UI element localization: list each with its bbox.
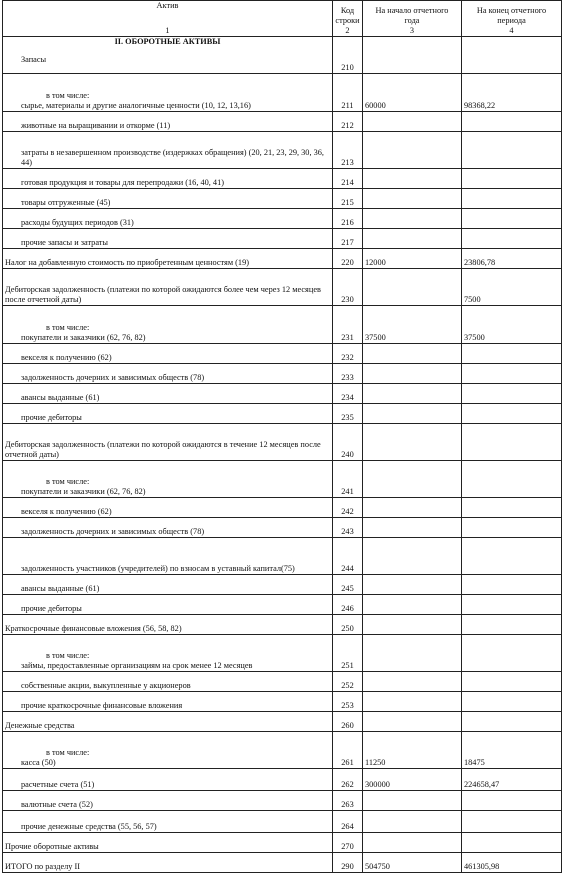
row-value-start — [363, 614, 462, 634]
row-value-start — [363, 574, 462, 594]
row-value-start — [363, 634, 462, 671]
table-row — [3, 363, 562, 383]
row-subheading: в том числе: — [46, 748, 90, 757]
row-value-end: 37500 — [462, 305, 562, 343]
table-row — [3, 790, 562, 810]
row-code: 214 — [333, 168, 363, 188]
row-name: авансы выданные (61) — [21, 392, 100, 402]
row-name: займы, предоставленные организациям на срок менее 12 месяцев — [21, 660, 253, 670]
table-row — [3, 423, 562, 460]
row-code: 244 — [333, 537, 363, 574]
row-name-cell — [3, 497, 333, 517]
header-start — [363, 1, 462, 37]
section-first-start — [363, 36, 462, 73]
row-value-end — [462, 403, 562, 423]
table-row — [3, 731, 562, 768]
row-code: 251 — [333, 634, 363, 671]
row-name-cell — [3, 343, 333, 363]
row-code: 253 — [333, 691, 363, 711]
header-start-num: 3 — [409, 25, 415, 35]
header-code-num: 2 — [345, 25, 350, 35]
section-title-row — [3, 36, 562, 73]
row-code: 230 — [333, 268, 363, 305]
header-asset-num: 1 — [165, 25, 170, 35]
row-name-cell — [3, 537, 333, 574]
table-row — [3, 73, 562, 111]
row-name: авансы выданные (61) — [21, 583, 100, 593]
row-name-cell — [3, 131, 333, 168]
row-name-cell — [3, 363, 333, 383]
header-code — [333, 1, 363, 37]
table-row — [3, 383, 562, 403]
table-row — [3, 614, 562, 634]
row-name-cell — [3, 517, 333, 537]
header-end-num: 4 — [509, 25, 514, 35]
table-row — [3, 403, 562, 423]
row-name: Денежные средства — [5, 720, 75, 730]
row-name: прочие запасы и затраты — [21, 237, 108, 247]
row-code: 217 — [333, 228, 363, 248]
table-row — [3, 711, 562, 731]
row-name: расчетные счета (51) — [21, 779, 95, 789]
row-value-start — [363, 497, 462, 517]
row-name-cell — [3, 832, 333, 852]
table-row — [3, 634, 562, 671]
row-value-end — [462, 711, 562, 731]
row-name-cell — [3, 810, 333, 832]
row-code: 213 — [333, 131, 363, 168]
row-value-end — [462, 208, 562, 228]
row-name: прочие краткосрочные финансовые вложения — [21, 700, 183, 710]
row-value-start — [363, 228, 462, 248]
row-value-end — [462, 228, 562, 248]
row-name-cell — [3, 852, 333, 872]
row-value-start — [363, 363, 462, 383]
row-subheading: в том числе: — [46, 323, 90, 332]
row-code: 250 — [333, 614, 363, 634]
row-value-start — [363, 343, 462, 363]
row-name: животные на выращивании и откорме (11) — [21, 120, 171, 130]
table-row — [3, 671, 562, 691]
row-value-start: 37500 — [363, 305, 462, 343]
row-code: 260 — [333, 711, 363, 731]
row-name-cell — [3, 691, 333, 711]
row-code: 263 — [333, 790, 363, 810]
row-value-end — [462, 691, 562, 711]
table-row — [3, 208, 562, 228]
row-name-cell — [3, 634, 333, 671]
row-code: 234 — [333, 383, 363, 403]
row-value-start — [363, 131, 462, 168]
row-value-end — [462, 497, 562, 517]
row-name-cell — [3, 711, 333, 731]
row-value-end — [462, 460, 562, 497]
row-value-end: 7500 — [462, 268, 562, 305]
row-code: 211 — [333, 73, 363, 111]
header-start-line1: На начало отчетного — [375, 6, 449, 16]
row-value-end — [462, 383, 562, 403]
row-value-end — [462, 810, 562, 832]
table-row — [3, 168, 562, 188]
table-row — [3, 305, 562, 343]
row-value-start: 11250 — [363, 731, 462, 768]
row-subheading: в том числе: — [46, 91, 90, 100]
row-value-end: 98368,22 — [462, 73, 562, 111]
row-value-end — [462, 594, 562, 614]
row-code: 262 — [333, 768, 363, 790]
header-end — [462, 1, 562, 37]
row-value-end: 461305,98 — [462, 852, 562, 872]
row-name-cell — [3, 111, 333, 131]
row-code: 290 — [333, 852, 363, 872]
row-value-start — [363, 403, 462, 423]
row-code: 235 — [333, 403, 363, 423]
row-value-start — [363, 208, 462, 228]
row-name-cell — [3, 768, 333, 790]
header-end-line1: На конец отчетного — [476, 6, 547, 16]
row-value-end — [462, 131, 562, 168]
row-name: прочие дебиторы — [21, 603, 82, 613]
row-value-end — [462, 423, 562, 460]
row-code: 220 — [333, 248, 363, 268]
row-name-cell — [3, 423, 333, 460]
row-code: 215 — [333, 188, 363, 208]
row-name: задолженность дочерних и зависимых обществ (78) — [21, 526, 205, 536]
row-value-start — [363, 268, 462, 305]
row-name: прочие дебиторы — [21, 412, 82, 422]
row-value-start — [363, 711, 462, 731]
row-name: расходы будущих периодов (31) — [21, 217, 134, 227]
row-name-cell — [3, 208, 333, 228]
row-code: 231 — [333, 305, 363, 343]
row-name: сырье, материалы и другие аналогичные ценности (10, 12, 13,16) — [21, 100, 251, 110]
table-row — [3, 517, 562, 537]
row-name: Прочие оборотные активы — [5, 841, 99, 851]
row-value-start — [363, 790, 462, 810]
row-subheading: в том числе: — [46, 651, 90, 660]
row-value-end — [462, 111, 562, 131]
row-name-cell — [3, 460, 333, 497]
header-asset — [3, 1, 333, 37]
row-value-start: 12000 — [363, 248, 462, 268]
row-name-cell — [3, 73, 333, 111]
row-value-start — [363, 423, 462, 460]
table-row — [3, 460, 562, 497]
row-name: Краткосрочные финансовые вложения (56, 58, 82) — [5, 623, 182, 633]
row-name-cell — [3, 383, 333, 403]
table-row — [3, 188, 562, 208]
row-value-end — [462, 790, 562, 810]
table-row — [3, 852, 562, 872]
row-name-cell — [3, 790, 333, 810]
row-name-cell — [3, 594, 333, 614]
row-name: собственные акции, выкупленные у акционеров — [21, 680, 191, 690]
table-row — [3, 343, 562, 363]
header-asset-label: Актив — [156, 1, 179, 10]
row-value-end — [462, 363, 562, 383]
row-value-start — [363, 537, 462, 574]
table-header-row — [3, 1, 562, 37]
row-name: затраты в незавершенном производстве (издержках обращения) (20, 21, 23, 29, 30, 36, 44) — [21, 148, 324, 167]
row-value-start — [363, 111, 462, 131]
row-code: 242 — [333, 497, 363, 517]
balance-sheet-table — [2, 0, 562, 873]
row-name: Дебиторская задолженность (платежи по которой ожидаются в течение 12 месяцев после отчетной даты) — [5, 440, 321, 459]
section-first-code: 210 — [333, 36, 363, 73]
table-row — [3, 574, 562, 594]
row-value-end — [462, 634, 562, 671]
row-code: 232 — [333, 343, 363, 363]
row-name-cell — [3, 671, 333, 691]
row-code: 240 — [333, 423, 363, 460]
table-row — [3, 768, 562, 790]
row-name-cell — [3, 574, 333, 594]
row-name: готовая продукция и товары для перепродажи (16, 40, 41) — [21, 177, 224, 187]
row-name-cell — [3, 228, 333, 248]
row-value-start — [363, 383, 462, 403]
row-value-end — [462, 168, 562, 188]
section-title-cell — [3, 36, 333, 73]
row-name-cell — [3, 403, 333, 423]
section-first-end — [462, 36, 562, 73]
table-row — [3, 111, 562, 131]
table-row — [3, 810, 562, 832]
row-value-end — [462, 574, 562, 594]
row-value-start — [363, 168, 462, 188]
table-row — [3, 131, 562, 168]
row-value-end: 18475 — [462, 731, 562, 768]
row-subheading: в том числе: — [46, 477, 90, 486]
row-name: задолженность участников (учредителей) по взносам в уставный капитал(75) — [21, 563, 295, 573]
row-value-start — [363, 691, 462, 711]
row-value-end: 23806,78 — [462, 248, 562, 268]
table-row — [3, 832, 562, 852]
row-value-end — [462, 537, 562, 574]
row-value-end — [462, 188, 562, 208]
row-name-cell — [3, 188, 333, 208]
row-value-start — [363, 832, 462, 852]
table-row — [3, 228, 562, 248]
table-row — [3, 537, 562, 574]
row-value-start — [363, 188, 462, 208]
row-code: 216 — [333, 208, 363, 228]
row-value-start — [363, 517, 462, 537]
row-code: 270 — [333, 832, 363, 852]
row-name: валютные счета (52) — [21, 799, 93, 809]
header-start-line2: года — [404, 16, 420, 25]
row-value-end — [462, 343, 562, 363]
row-value-start — [363, 810, 462, 832]
row-code: 245 — [333, 574, 363, 594]
row-code: 252 — [333, 671, 363, 691]
section-title: II. ОБОРОТНЫЕ АКТИВЫ — [114, 36, 221, 46]
row-name: ИТОГО по разделу II — [5, 861, 81, 871]
header-code-line1: Код — [340, 6, 355, 16]
section-first-label: Запасы — [21, 55, 47, 65]
row-value-end — [462, 671, 562, 691]
row-code: 233 — [333, 363, 363, 383]
row-code: 261 — [333, 731, 363, 768]
row-value-end — [462, 832, 562, 852]
header-code-line2: строки — [335, 16, 360, 25]
row-name: векселя к получению (62) — [21, 506, 112, 516]
row-name: покупатели и заказчики (62, 76, 82) — [21, 486, 146, 496]
row-code: 264 — [333, 810, 363, 832]
row-code: 212 — [333, 111, 363, 131]
row-code: 243 — [333, 517, 363, 537]
row-code: 241 — [333, 460, 363, 497]
row-name: Дебиторская задолженность (платежи по которой ожидаются более чем через 12 месяцев после отчетной даты) — [5, 285, 321, 304]
row-value-start: 60000 — [363, 73, 462, 111]
row-name-cell — [3, 268, 333, 305]
table-row — [3, 691, 562, 711]
row-value-end — [462, 614, 562, 634]
header-end-line2: периода — [497, 16, 526, 25]
row-value-start: 504750 — [363, 852, 462, 872]
table-row — [3, 268, 562, 305]
row-name: Налог на добавленную стоимость по приобретенным ценностям (19) — [5, 257, 249, 267]
row-value-start — [363, 594, 462, 614]
row-name: покупатели и заказчики (62, 76, 82) — [21, 332, 146, 342]
row-name-cell — [3, 248, 333, 268]
row-value-end: 224658,47 — [462, 768, 562, 790]
row-code: 246 — [333, 594, 363, 614]
row-value-start — [363, 460, 462, 497]
row-name: товары отгруженные (45) — [21, 197, 111, 207]
row-name-cell — [3, 168, 333, 188]
row-name-cell — [3, 614, 333, 634]
table-row — [3, 594, 562, 614]
row-name: касса (50) — [21, 757, 56, 767]
row-value-end — [462, 517, 562, 537]
row-name: векселя к получению (62) — [21, 352, 112, 362]
row-name: прочие денежные средства (55, 56, 57) — [21, 821, 157, 831]
row-name-cell — [3, 731, 333, 768]
table-row — [3, 497, 562, 517]
row-value-start: 300000 — [363, 768, 462, 790]
row-name-cell — [3, 305, 333, 343]
row-value-start — [363, 671, 462, 691]
row-name: задолженность дочерних и зависимых обществ (78) — [21, 372, 205, 382]
table-row — [3, 248, 562, 268]
